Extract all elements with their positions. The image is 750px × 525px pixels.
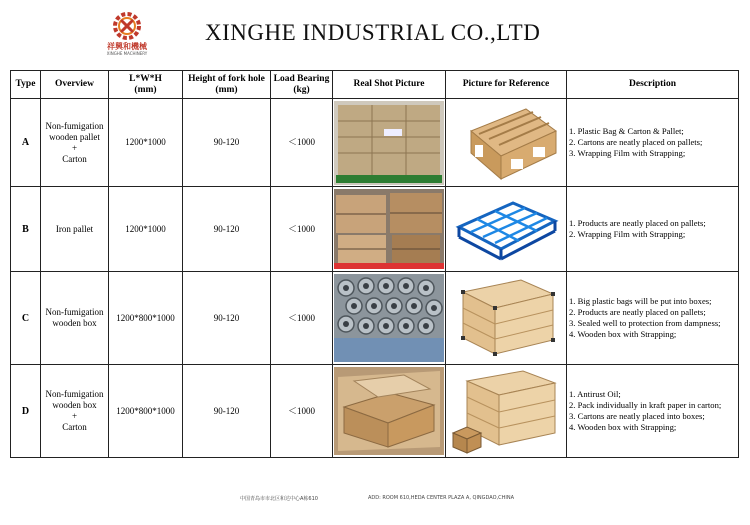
row-description (567, 187, 739, 272)
desc-line: 1. Products are neatly placed on pallets; (569, 218, 706, 228)
company-title: XINGHE INDUSTRIAL CO.,LTD (205, 20, 541, 45)
wooden-pallet-picture (451, 101, 561, 185)
desc-line: 2. Pack individually in kraft paper in carton; (569, 400, 722, 410)
iron-pallet-photo (334, 189, 444, 269)
row-fork-height: 90-120 (183, 365, 271, 458)
header-description: Description (567, 71, 739, 99)
reference-image (446, 187, 567, 272)
row-lwh: 1200*800*1000 (109, 365, 183, 458)
row-fork-height: 90-120 (183, 187, 271, 272)
company-logo (96, 10, 158, 62)
row-type: C (11, 272, 41, 365)
header-real-shot: Real Shot Picture (333, 71, 446, 99)
logo-chinese-text: 祥興和機械 (107, 42, 147, 51)
steel-rings-photo (334, 274, 444, 362)
real-shot-image (333, 99, 446, 187)
header-lwh: L*W*H (mm) (109, 71, 183, 99)
footer-address-en: ADD: ROOM 610,HEDA CENTER PLAZA A, QINGDAO,CHINA (368, 495, 515, 501)
row-type: B (11, 187, 41, 272)
row-description (567, 99, 739, 187)
row-overview: Iron pallet (41, 187, 109, 272)
desc-line: 2. Wrapping Film with Strapping; (569, 229, 686, 239)
row-fork-height: 90-120 (183, 99, 271, 187)
row-load: ＜1000 (271, 272, 333, 365)
row-load: ＜1000 (271, 99, 333, 187)
row-type: D (11, 365, 41, 458)
row-load: ＜1000 (271, 187, 333, 272)
packaging-table (10, 70, 739, 458)
row-lwh: 1200*1000 (109, 99, 183, 187)
page-header (0, 0, 750, 68)
row-description (567, 365, 739, 458)
header-type: Type (11, 71, 41, 99)
logo-english-text: XINGHE MACHINERY (106, 51, 148, 56)
footer-address-cn: 中国青岛市市北区和达中心A栋610 (240, 496, 318, 502)
real-shot-image (333, 365, 446, 458)
desc-line: 3. Wrapping Film with Strapping; (569, 148, 686, 158)
row-lwh: 1200*1000 (109, 187, 183, 272)
desc-line: 3. Sealed well to protection from dampness; (569, 318, 721, 328)
desc-line: 4. Wooden box with Strapping; (569, 329, 677, 339)
row-overview: Non-fumigation wooden box + Carton (41, 365, 109, 458)
reference-image (446, 99, 567, 187)
row-load: ＜1000 (271, 365, 333, 458)
table-row (11, 187, 739, 272)
reference-image (446, 272, 567, 365)
wooden-box-with-carton-picture (451, 367, 561, 455)
desc-line: 2. Products are neatly placed on pallets; (569, 307, 706, 317)
desc-line: 1. Big plastic bags will be put into boxes; (569, 296, 712, 306)
table-row (11, 99, 739, 187)
table-row (11, 365, 739, 458)
gear-logo-icon (110, 10, 144, 42)
header-fork-height: Height of fork hole (mm) (183, 71, 271, 99)
header-overview: Overview (41, 71, 109, 99)
desc-line: 1. Plastic Bag & Carton & Pallet; (569, 126, 684, 136)
real-shot-image (333, 272, 446, 365)
row-fork-height: 90-120 (183, 272, 271, 365)
desc-line: 1. Antirust Oil; (569, 389, 621, 399)
table-row (11, 272, 739, 365)
header-load-bearing: Load Bearing (kg) (271, 71, 333, 99)
header-reference: Picture for Reference (446, 71, 567, 99)
row-overview: Non-fumigation wooden box (41, 272, 109, 365)
table-header-row (11, 71, 739, 99)
wooden-box-picture (451, 274, 561, 362)
desc-line: 4. Wooden box with Strapping; (569, 422, 677, 432)
reference-image (446, 365, 567, 458)
row-overview: Non-fumigation wooden pallet + Carton (41, 99, 109, 187)
blue-iron-pallet-picture (451, 189, 561, 269)
row-description (567, 272, 739, 365)
real-shot-image (333, 187, 446, 272)
row-lwh: 1200*800*1000 (109, 272, 183, 365)
row-type: A (11, 99, 41, 187)
desc-line: 3. Cartons are neatly placed into boxes; (569, 411, 705, 421)
desc-line: 2. Cartons are neatly placed on pallets; (569, 137, 703, 147)
kraft-carton-photo (334, 367, 444, 455)
carton-stack-photo (334, 101, 444, 185)
